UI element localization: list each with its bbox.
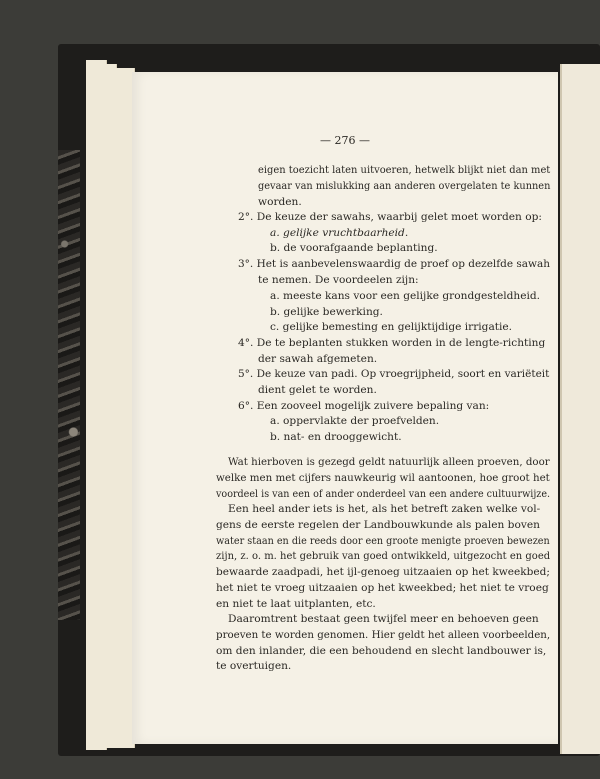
- text-line: b. gelijke bewerking.: [270, 306, 383, 318]
- text-line: der sawah afgemeten.: [258, 353, 378, 365]
- text-line: 3°. Het is aanbevelenswaardig de proef op dezelfde sawah: [238, 258, 551, 270]
- text-line: gevaar van mislukking aan anderen overgelaten te kunnen: [258, 180, 551, 192]
- text-line: gens de eerste regelen der Landbouwkunde als palen boven: [216, 519, 540, 531]
- text-line: 6°. Een zooveel mogelijk zuivere bepaling van:: [238, 400, 490, 412]
- book-page: [132, 72, 558, 744]
- text-line: water staan en die reeds door een groote menigte proeven bewezen: [216, 535, 550, 547]
- text-line: 2°. De keuze der sawahs, waarbij gelet moet worden op:: [238, 211, 542, 223]
- text-line: a. oppervlakte der proefvelden.: [270, 415, 440, 427]
- text-line: zijn, z. o. m. het gebruik van goed ontwikkeld, uitgezocht en goed: [216, 550, 551, 562]
- text-line: a. meeste kans voor een gelijke grondgesteldheid.: [270, 290, 541, 302]
- text-line: om den inlander, die een behoudend en slecht landbouwer is,: [216, 645, 547, 657]
- text-line: 5°. De keuze van padi. Op vroegrijpheid, soort en variëteit: [238, 368, 550, 380]
- text-line: het niet te vroeg uitzaaien op het kweekbed; het niet te vroeg: [216, 582, 549, 594]
- text-line: te nemen. De voordeelen zijn:: [258, 274, 419, 286]
- text-line: worden.: [258, 196, 302, 208]
- text-line: c. gelijke bemesting en gelijktijdige irrigatie.: [270, 321, 513, 333]
- text-line: voordeel is van een of ander onderdeel van een andere cultuurwijze.: [216, 488, 551, 500]
- text-line: proeven te worden genomen. Hier geldt het alleen voorbeelden,: [216, 629, 551, 641]
- text-line: b. nat- en drooggewicht.: [270, 431, 402, 443]
- text-line: welke men met cijfers nauwkeurig wil aantoonen, hoe groot het: [216, 472, 550, 484]
- text-line: bewaarde zaadpadi, het ijl-genoeg uitzaaien op het kweekbed;: [216, 566, 550, 578]
- page-number: — 276 —: [320, 134, 370, 147]
- text-line: en niet te laat uitplanten, etc.: [216, 598, 376, 610]
- text-line: Wat hierboven is gezegd geldt natuurlijk alleen proeven, door: [228, 456, 550, 468]
- text-line: 4°. De te beplanten stukken worden in de lengte-richting: [238, 337, 546, 349]
- marbled-endpaper: [58, 150, 80, 620]
- text-line: b. de voorafgaande beplanting.: [270, 242, 438, 254]
- text-line: Daaromtrent bestaat geen twijfel meer en behoeven geen: [228, 613, 539, 625]
- text-line: eigen toezicht laten uitvoeren, hetwelk blijkt niet dan met: [258, 164, 551, 176]
- text-line: Een heel ander iets is het, als het betreft zaken welke vol-: [228, 503, 541, 515]
- text-line: dient gelet te worden.: [258, 384, 377, 396]
- facing-page-edge: [560, 64, 600, 754]
- text-line: a. gelijke vruchtbaarheid.: [270, 227, 409, 239]
- text-line: te overtuigen.: [216, 660, 292, 672]
